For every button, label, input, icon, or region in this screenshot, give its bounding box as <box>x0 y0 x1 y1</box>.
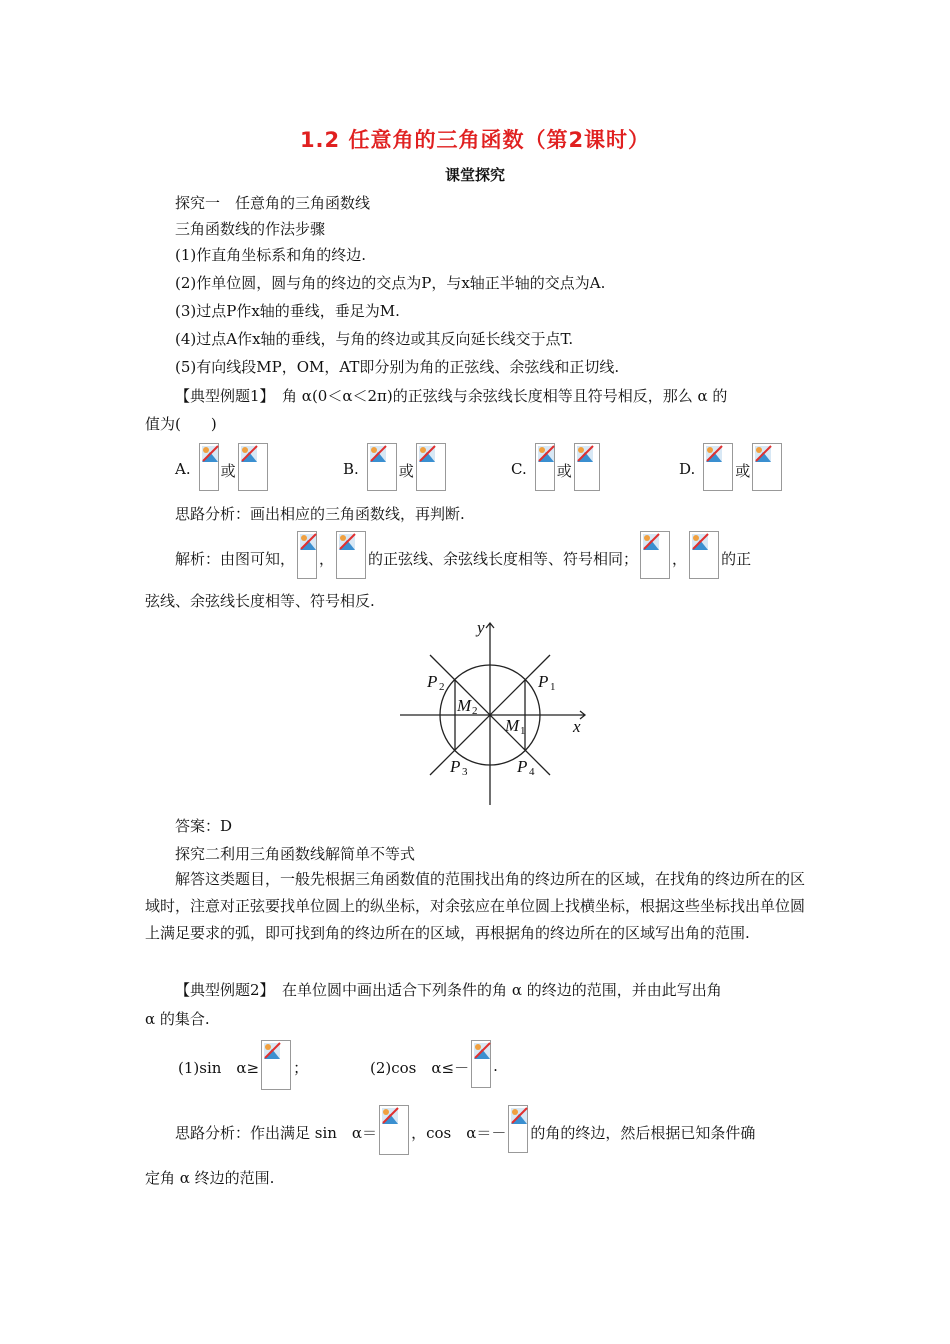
step-5: (5)有向线段MP，OM，AT即分别为角的正弦线、余弦线和正切线. <box>175 358 620 376</box>
option-d <box>679 443 784 491</box>
step-2: (2)作单位圆，圆与角的终边的交点为P，与x轴正半轴的交点为A. <box>175 274 606 292</box>
condition-1 <box>178 1040 308 1090</box>
broken-image-icon <box>261 1040 291 1090</box>
option-b <box>343 443 448 491</box>
step-1: (1)作直角坐标系和角的终边. <box>175 246 367 264</box>
broken-image-icon <box>297 531 317 579</box>
broken-image-icon <box>367 443 397 491</box>
analysis-2-row <box>175 1105 755 1155</box>
analysis-2-line2: 定角 α 终边的范围. <box>145 1169 275 1187</box>
option-a <box>175 443 270 491</box>
m2-label: M <box>457 696 472 715</box>
step-3: (3)过点P作x轴的垂线，垂足为M. <box>175 302 400 320</box>
option-c-label: C. <box>511 460 527 478</box>
solution-end: 的正 <box>721 550 752 568</box>
condition-2 <box>370 1040 498 1088</box>
analysis-2-prefix: 思路分析：作出满足 sin α＝ <box>175 1124 378 1142</box>
option-d-label: D. <box>679 460 696 478</box>
p1-sub: 1 <box>550 681 556 693</box>
explore1-heading: 探究一 任意角的三角函数线 <box>175 194 371 212</box>
option-a-label: A. <box>175 460 191 478</box>
broken-image-icon <box>336 531 366 579</box>
option-c <box>511 443 602 491</box>
or-text: 或 <box>220 462 236 480</box>
explore2-heading: 探究二利用三角函数线解简单不等式 <box>175 845 416 863</box>
unit-circle-diagram <box>395 615 595 810</box>
explore2-body: 解答这类题目，一般先根据三角函数值的范围找出角的终边所在的区域，在找角的终边所在的区域时，注意对正弦要找单位圆上的纵坐标，对余弦应在单位圆上找横坐标，根据这些坐标找出单位圆上满足要求的弧，即可找到角的终边所在的区域，再根据角的终边所在的区域写出角的范围. <box>145 870 806 942</box>
example2-line1: 【典型例题2】 在单位圆中画出适合下列条件的角 α 的终边的范围，并由此写出角 <box>175 981 722 999</box>
m1-sub: 1 <box>520 725 526 737</box>
broken-image-icon <box>416 443 446 491</box>
example1-line2: 值为( ) <box>145 415 217 433</box>
m1-label: M <box>505 716 520 735</box>
or-text: 或 <box>398 462 414 480</box>
option-b-label: B. <box>343 460 359 478</box>
cond1-end: ； <box>293 1059 309 1077</box>
broken-image-icon <box>689 531 719 579</box>
step-4: (4)过点A作x轴的垂线，与角的终边或其反向延长线交于点T. <box>175 330 574 348</box>
p2-label: P <box>427 672 438 691</box>
p4-label: P <box>517 757 528 776</box>
comma: ， <box>319 550 335 568</box>
p3-label: P <box>450 757 461 776</box>
broken-image-icon <box>471 1040 491 1088</box>
p1-label: P <box>538 672 549 691</box>
analysis-2-end: 的角的终边，然后根据已知条件确 <box>530 1124 756 1142</box>
cond1-text: (1)sin α≥ <box>178 1059 260 1077</box>
solution-mid: 的正弦线、余弦线长度相等、符号相同； <box>368 550 639 568</box>
p2-sub: 2 <box>439 681 445 693</box>
m2-sub: 2 <box>472 705 478 717</box>
broken-image-icon <box>508 1105 528 1153</box>
analysis-2-mid: ，cos α＝－ <box>411 1124 507 1142</box>
cond2-end: . <box>493 1057 498 1075</box>
x-label: x <box>573 717 581 736</box>
p4-sub: 4 <box>529 766 535 778</box>
broken-image-icon <box>238 443 268 491</box>
solution-row <box>175 531 751 579</box>
page-title: 1.2 任意角的三角函数（第2课时） <box>299 128 651 152</box>
solution-prefix: 解析：由图可知， <box>175 550 296 568</box>
broken-image-icon <box>703 443 733 491</box>
section-heading: 课堂探究 <box>444 166 505 184</box>
answer: 答案：D <box>175 817 233 835</box>
comma: ， <box>672 550 688 568</box>
broken-image-icon <box>199 443 219 491</box>
p3-sub: 3 <box>462 766 468 778</box>
steps-title: 三角函数线的作法步骤 <box>175 220 326 238</box>
broken-image-icon <box>640 531 670 579</box>
y-label: y <box>477 618 485 637</box>
or-text: 或 <box>556 462 572 480</box>
solution-line2: 弦线、余弦线长度相等、符号相反. <box>145 592 375 610</box>
example1-line1: 【典型例题1】 角 α(0＜α＜2π)的正弦线与余弦线长度相等且符号相反，那么 α 的 <box>175 387 728 405</box>
cond2-text: (2)cos α≤－ <box>370 1059 470 1077</box>
example2-line2: α 的集合. <box>145 1010 210 1028</box>
analysis-1: 思路分析：画出相应的三角函数线，再判断. <box>175 505 465 523</box>
broken-image-icon <box>379 1105 409 1155</box>
broken-image-icon <box>535 443 555 491</box>
or-text: 或 <box>735 462 751 480</box>
broken-image-icon <box>752 443 782 491</box>
broken-image-icon <box>574 443 600 491</box>
